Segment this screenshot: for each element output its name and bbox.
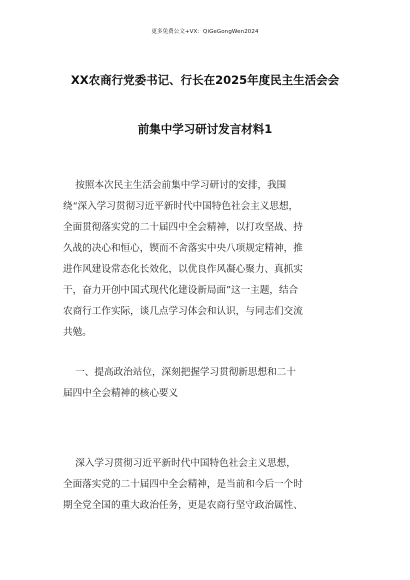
- paragraph-line: 共勉。: [63, 327, 92, 338]
- paragraph-intro: [63, 175, 353, 343]
- paragraph-line: 深入学习贯彻习近平新时代中国特色社会主义思想，: [63, 458, 296, 469]
- heading-line: 一、提高政治站位，深刻把握学习贯彻新思想和二十: [63, 367, 296, 378]
- section-heading-1: [63, 362, 353, 404]
- document-title-line-2: 前集中学习研讨发言材料1: [137, 122, 273, 136]
- heading-line: 届四中全会精神的核心要义: [63, 388, 179, 399]
- paragraph-line: 进作风建设常态化长效化，以优良作风凝心聚力、真抓实: [63, 264, 303, 275]
- paragraph-line: 全面贯彻落实党的二十届四中全会精神，以打攻坚战、持: [63, 222, 303, 233]
- paragraph-line: 按照本次民主生活会前集中学习研讨的安排，我围: [63, 180, 287, 191]
- paragraph-section-1: [63, 453, 353, 516]
- paragraph-line: 期全党全国的重大政治任务，更是农商行坚守政治属性、: [63, 500, 303, 511]
- paragraph-line: 干，奋力开创中国式现代化建设新局面”这一主题，结合: [63, 285, 299, 296]
- paragraph-line: 全面落实党的二十届四中全会精神，是当前和今后一个时: [63, 479, 303, 490]
- header-note: 更多免费公文+VX：QiGeGongWen2024: [151, 29, 259, 35]
- paragraph-line: 绕“深入学习贯彻习近平新时代中国特色社会主义思想，: [63, 201, 299, 212]
- document-title-line-1: XX农商行党委书记、行长在2025年度民主生活会会: [70, 73, 340, 87]
- paragraph-line: 农商行工作实际，谈几点学习体会和认识，与同志们交流: [63, 306, 303, 317]
- paragraph-line: 久战的决心和恒心，锲而不舍落实中央八项规定精神，推: [63, 243, 303, 254]
